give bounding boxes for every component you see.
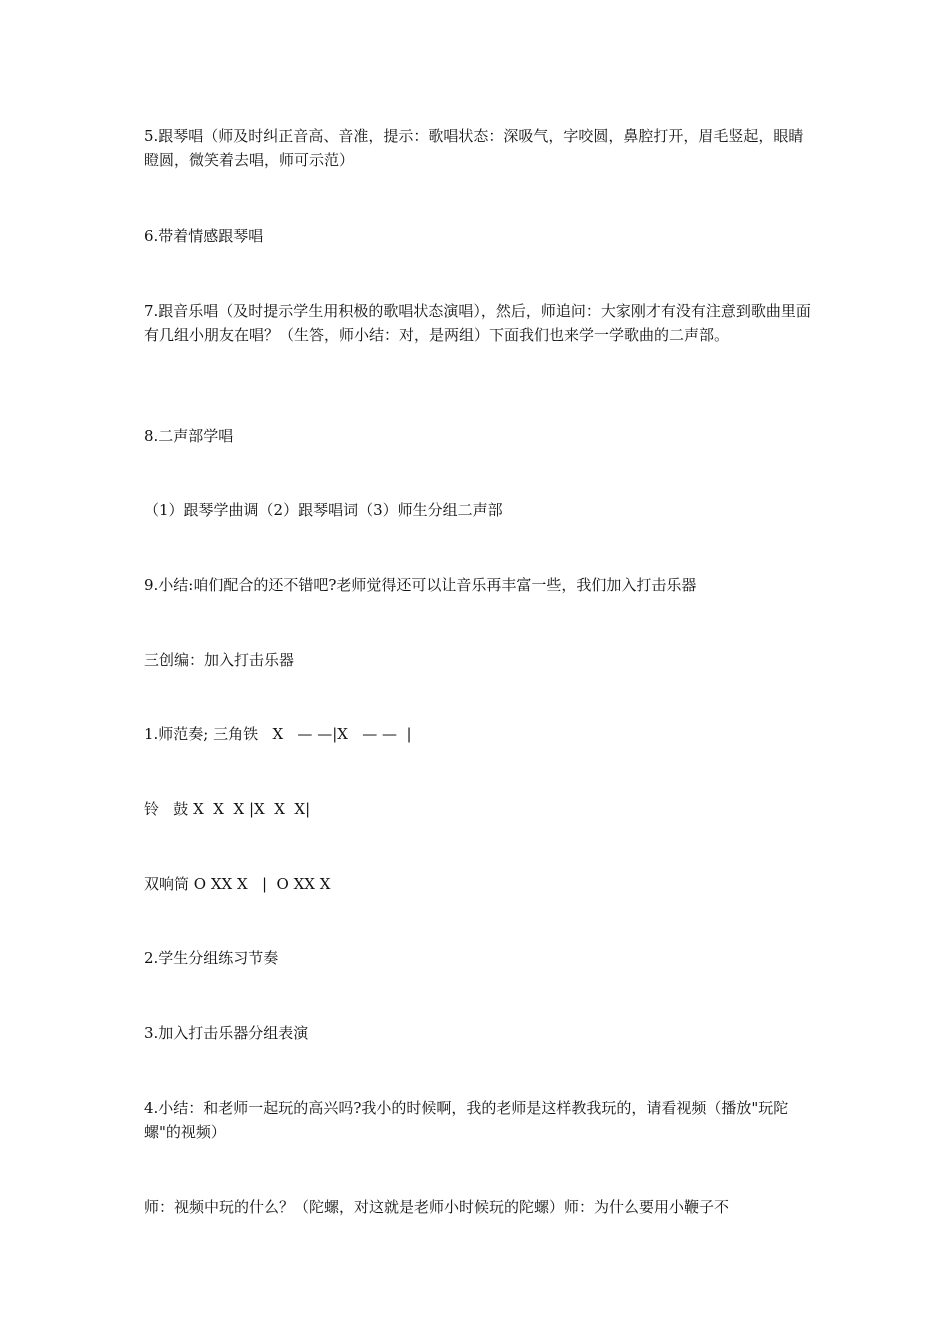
paragraph-teacher-question: 师：视频中玩的什么？（陀螺，对这就是老师小时候玩的陀螺）师：为什么要用小鞭子不 bbox=[144, 1198, 730, 1216]
paragraph-step-8-substeps: （1）跟琴学曲调（2）跟琴唱词（3）师生分组二声部 bbox=[144, 501, 503, 519]
paragraph-step-5: 5.跟琴唱（师及时纠正音高、音准，提示：歌唱状态：深吸气，字咬圆，鼻腔打开，眉毛竖起，眼睛瞪圆，微笑着去唱，师可示范） bbox=[144, 127, 804, 169]
rhythm-double-tone-block: 双响筒 O XX X | O XX X bbox=[144, 875, 331, 893]
paragraph-step-8: 8.二声部学唱 bbox=[144, 427, 234, 445]
rhythm-triangle: 1.师范奏; 三角铁 X — —|X — — | bbox=[144, 725, 412, 743]
paragraph-create-3: 3.加入打击乐器分组表演 bbox=[144, 1024, 309, 1042]
paragraph-step-7: 7.跟音乐唱（及时提示学生用积极的歌唱状态演唱），然后，师追问：大家刚才有没有注意到歌曲里面有几组小朋友在唱？（生答，师小结：对，是两组）下面我们也来学一学歌曲的二声部。 bbox=[144, 302, 811, 344]
paragraph-step-9: 9.小结:咱们配合的还不错吧?老师觉得还可以让音乐再丰富一些，我们加入打击乐器 bbox=[144, 576, 697, 594]
paragraph-create-2: 2.学生分组练习节奏 bbox=[144, 949, 279, 967]
section-heading-create: 三创编：加入打击乐器 bbox=[144, 651, 295, 669]
rhythm-tambourine: 铃 鼓 X X X |X X X| bbox=[144, 800, 311, 818]
paragraph-create-4: 4.小结：和老师一起玩的高兴吗?我小的时候啊，我的老师是这样教我玩的，请看视频（播放"玩陀螺"的视频） bbox=[144, 1099, 789, 1141]
paragraph-step-6: 6.带着情感跟琴唱 bbox=[144, 227, 264, 245]
